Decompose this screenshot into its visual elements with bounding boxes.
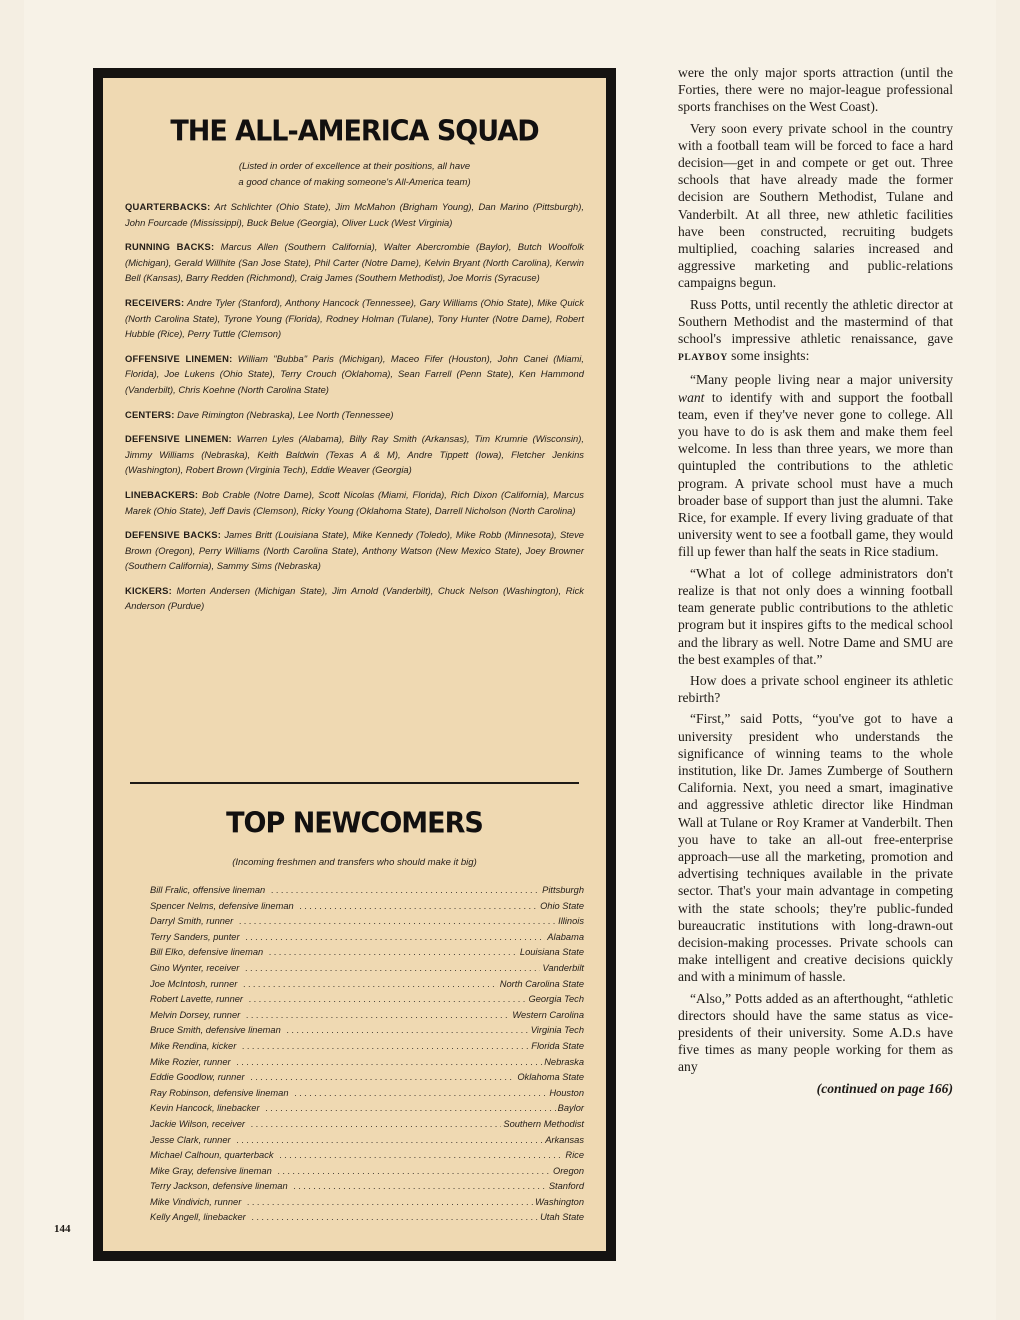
squad-subtitle-line1: (Listed in order of excellence at their positions, all have [238,161,471,172]
newcomer-school: Rice [565,1150,584,1161]
newcomer-school: Vanderbilt [542,962,584,973]
squad-title: THE ALL-AMERICA SQUAD [170,115,539,148]
newcomer-school: Oklahoma State [517,1072,584,1083]
dot-leader [287,1023,529,1039]
newcomer-name: Kelly Angell, linebacker [150,1212,246,1223]
newcomers-title: TOP NEWCOMERS [226,807,483,840]
dot-leader [251,1070,516,1086]
newcomer-row [150,945,584,961]
squad-running-backs [125,239,584,286]
squad-defensive-linemen [125,431,584,478]
newcomer-name: Eddie Goodlow, runner [150,1072,245,1083]
newcomer-row [150,1117,584,1133]
newcomer-school: Arkansas [545,1134,584,1145]
page-number: 144 [54,1223,71,1235]
squad-subtitle-line2: a good chance of making someone's All-America team) [238,177,471,188]
dot-leader [300,899,538,915]
newcomer-name: Bruce Smith, defensive lineman [150,1025,281,1036]
newcomer-school: Oregon [552,1165,584,1176]
sidebar-panel [103,78,606,1251]
article-paragraph [678,296,953,368]
newcomer-row [150,1008,584,1024]
newcomer-school: Florida State [531,1040,584,1051]
newcomer-name: Mike Rendina, kicker [150,1040,237,1051]
newcomer-school: Utah State [540,1212,584,1223]
newcomer-row [150,1210,584,1226]
dot-leader [251,1117,501,1133]
newcomer-row [150,883,584,899]
article-paragraph [678,371,953,560]
newcomer-school: Ohio State [540,900,584,911]
newcomer-row [150,1023,584,1039]
newcomer-row [150,914,584,930]
position-label: RECEIVERS: [125,296,185,308]
newcomer-row [150,1055,584,1071]
newcomer-row [150,1039,584,1055]
position-label: KICKERS: [125,584,172,596]
newcomer-name: Jackie Wilson, receiver [150,1118,245,1129]
all-america-sidebar-box [93,68,616,1261]
dot-leader [245,961,540,977]
dot-leader [295,1086,548,1102]
newcomers-list [125,883,584,1226]
newcomer-school: Houston [549,1087,584,1098]
dot-leader [247,1195,533,1211]
squad-linebackers [125,487,584,518]
player-list: Art Schlichter (Ohio State), Jim McMahon (Brigham Young), Dan Marino (Pittsburgh), John Fourcade (Mississippi), Buck Belue (Georgia), Oliver Luck (West Virginia) [125,201,584,228]
dot-leader [252,1210,538,1226]
newcomer-name: Terry Sanders, punter [150,931,240,942]
position-label: LINEBACKERS: [125,488,199,500]
dot-leader [249,992,526,1008]
article-paragraph: “First,” said Potts, “you've got to have a university president who understands the significance of winning teams to the whole institution, like Dr. James Zumberge of Southern California. Next, you need a smart, imaginative and aggressive athletic director like Hindman Wall at Tulane or Roy Kramer at Vanderbilt. Then you have to take an all-out free-enterprise approach—use all the marketing, promotion and advertising techniques available in the private sector. That's your main advantage in competing with the state schools; they're public-funded bureaucratic institutions with long-drawn-out decision-making processes. Private schools can make intelligent and creative decisions quickly and with a minimum of hassle. [678,711,953,985]
article-text: “Many people living near a major university [690,372,953,388]
position-label: QUARTERBACKS: [125,201,211,212]
newcomer-name: Terry Jackson, defensive lineman [150,1181,288,1192]
dot-leader [278,1164,551,1180]
newcomer-name: Melvin Dorsey, runner [150,1009,241,1020]
player-list: James Britt (Louisiana State), Mike Kennedy (Toledo), Mike Robb (Minnesota), Steve Brown (Oregon), Perry Williams (North Carolina State), Anthony Watson (New Mexico State), Joey Browner (Southern California), Sammy Sims (Nebraska) [125,529,584,572]
newcomer-school: Alabama [547,931,584,942]
article-column [678,64,953,1101]
squad-receivers [125,295,584,342]
newcomer-name: Mike Gray, defensive lineman [150,1165,272,1176]
newcomer-school: Southern Methodist [503,1118,584,1129]
newcomer-name: Spencer Nelms, defensive lineman [150,900,294,911]
newcomer-school: Baylor [557,1103,584,1114]
newcomer-name: Robert Lavette, runner [150,994,244,1005]
newcomer-row [150,1070,584,1086]
newcomer-school: North Carolina State [499,978,584,989]
squad-offensive-linemen [125,351,584,398]
newcomer-school: Washington [535,1196,584,1207]
player-list: Bob Crable (Notre Dame), Scott Nicolas (Miami, Florida), Rich Dixon (California), Marcus Marek (Ohio State), Jeff Davis (Clemson), Ricky Young (Oklahoma State), Darrell Nicholson (North Carolina) [125,488,584,516]
newcomer-name: Bill Elko, defensive lineman [150,947,264,958]
newcomer-name: Mike Rozier, runner [150,1056,231,1067]
newcomer-row [150,1148,584,1164]
newcomer-school: Nebraska [544,1056,584,1067]
article-paragraph: How does a private school engineer its athletic rebirth? [678,672,953,706]
newcomer-school: Stanford [548,1181,584,1192]
article-paragraph: Very soon every private school in the country with a football team will be forced to face a hard decision—get in and compete or get out. Three schools that have already made the former decision are Southern Methodist, Tulane and Vanderbilt. At all three, new athletic facilities have been constructed, recruiting budgets multiplied, coaching salaries increased and aggressive marketing and public-relations campaigns begun. [678,120,953,291]
newcomer-school: Georgia Tech [528,994,584,1005]
newcomer-name: Kevin Hancock, linebacker [150,1103,260,1114]
newcomers-section [125,808,584,1226]
player-list: Warren Lyles (Alabama), Billy Ray Smith (Arkansas), Tim Krumrie (Wisconsin), Jimmy Williams (Nebraska), Keith Baldwin (Texas A & M), Andre Tippett (Iowa), Fletcher Jenkins (Washington), Robert Brown (Virginia Tech), Eddie Weaver (Georgia) [125,433,584,476]
article-paragraph: “Also,” Potts added as an afterthought, “athletic directors should have the same status as vice-presidents of their university. Some A.D.s have five times as many people working for them as any [678,990,953,1075]
position-label: DEFENSIVE LINEMEN: [125,433,232,445]
newcomer-school: Pittsburgh [542,885,584,895]
newcomer-row [150,1086,584,1102]
dot-leader [243,977,497,993]
dot-leader [266,1101,556,1117]
dot-leader [246,930,546,946]
article-text: to identify with and support the football team, even if they've never gone to college. All you have to do is ask them and make them feel welcome. In less than three years, we more than quintupled the contributions to the athletic program. A private school must have a much broader base of support than just the alumni. Take Rice, for example. If every living graduate of that university went to see a football game, they would fill up fewer than half the seats in Rice stadium. [678,389,953,560]
newcomer-row [150,1164,584,1180]
newcomer-row [150,930,584,946]
newcomer-row [150,1179,584,1195]
dot-leader [242,1039,529,1055]
dot-leader [246,1008,510,1024]
emphasis: want [678,389,705,405]
squad-centers [125,407,584,423]
squad-subtitle [125,159,584,191]
newcomer-school: Virginia Tech [530,1025,584,1036]
newcomer-row [150,992,584,1008]
squad-kickers [125,583,584,614]
player-list: Morten Andersen (Michigan State), Jim Arnold (Vanderbilt), Chuck Nelson (Washington), Rick Anderson (Purdue) [125,584,584,612]
position-label: DEFENSIVE BACKS: [125,529,222,541]
article-paragraph: were the only major sports attraction (until the Forties, there were no major-league professional sports franchises on the West Coast). [678,65,953,115]
dot-leader [237,1055,543,1071]
dot-leader [280,1148,564,1164]
newcomer-name: Ray Robinson, defensive lineman [150,1087,289,1098]
newcomer-name: Mike Vindivich, runner [150,1196,242,1207]
newcomer-name: Gino Wynter, receiver [150,962,240,973]
magazine-name: PLAYBOY [678,353,728,364]
newcomers-subtitle: (Incoming freshmen and transfers who should make it big) [232,857,477,868]
dot-leader [271,883,540,899]
player-list: William "Bubba" Paris (Michigan), Maceo Fifer (Houston), John Canei (Miami, Florida), Joe Lukens (Ohio State), Terry Crouch (Oklahoma), Sean Farrell (Penn State), Ken Hammond (Vanderbilt), Chris Koehne (North Carolina State) [125,352,584,395]
newcomer-school: Louisiana State [519,947,584,958]
dot-leader [294,1179,547,1195]
newcomer-school: Illinois [558,916,584,927]
newcomer-name: Michael Calhoun, quarterback [150,1150,274,1161]
article-text: Russ Potts, until recently the athletic director at Southern Methodist and the mastermind of that school's impressive athletic renaissance, gave [678,296,953,347]
newcomer-name: Joe McIntosh, runner [150,978,238,989]
player-list: Marcus Allen (Southern California), Walter Abercrombie (Baylor), Butch Woolfolk (Michigan), Gerald Willhite (San Jose State), Phil Carter (Notre Dame), Kelvin Bryant (North Carolina), Kerwin Bell (Kansas), Barry Redden (Richmond), Craig James (Southern Methodist), Joe Morris (Syracuse) [125,241,584,284]
position-label: CENTERS: [125,408,175,420]
newcomer-row [150,1195,584,1211]
dot-leader [239,914,556,930]
player-list: Dave Rimington (Nebraska), Lee North (Tennessee) [174,408,394,420]
newcomer-name: Darryl Smith, runner [150,916,234,927]
squad-quarterbacks [125,199,584,230]
position-label: RUNNING BACKS: [125,241,215,253]
squad-defensive-backs [125,527,584,574]
newcomer-row [150,961,584,977]
article-paragraph: “What a lot of college administrators don't realize is that not only does a winning football team generate public contributions to the athletic program but it inspires gifts to the medical school and the library as well. Notre Dame and SMU are the best examples of that.” [678,565,953,667]
newcomer-name: Bill Fralic, offensive lineman [150,885,266,895]
section-divider [130,782,579,784]
player-list: Andre Tyler (Stanford), Anthony Hancock (Tennessee), Gary Williams (Ohio State), Mike Quick (North Carolina State), Tyrone Young (Florida), Rodney Holman (Tulane), Tony Hunter (Notre Dame), Robert Hubble (Rice), Perry Tuttle (Clemson) [125,296,584,340]
newcomer-row [150,977,584,993]
article-text: some insights: [727,348,810,364]
newcomer-name: Jesse Clark, runner [150,1134,231,1145]
newcomer-row [150,1133,584,1149]
position-label: OFFENSIVE LINEMEN: [125,352,233,364]
dot-leader [269,945,518,961]
newcomer-row [150,1101,584,1117]
continued-note: (continued on page 166) [816,1080,953,1096]
newcomer-school: Western Carolina [512,1009,584,1020]
newcomer-row [150,899,584,915]
dot-leader [237,1133,544,1149]
